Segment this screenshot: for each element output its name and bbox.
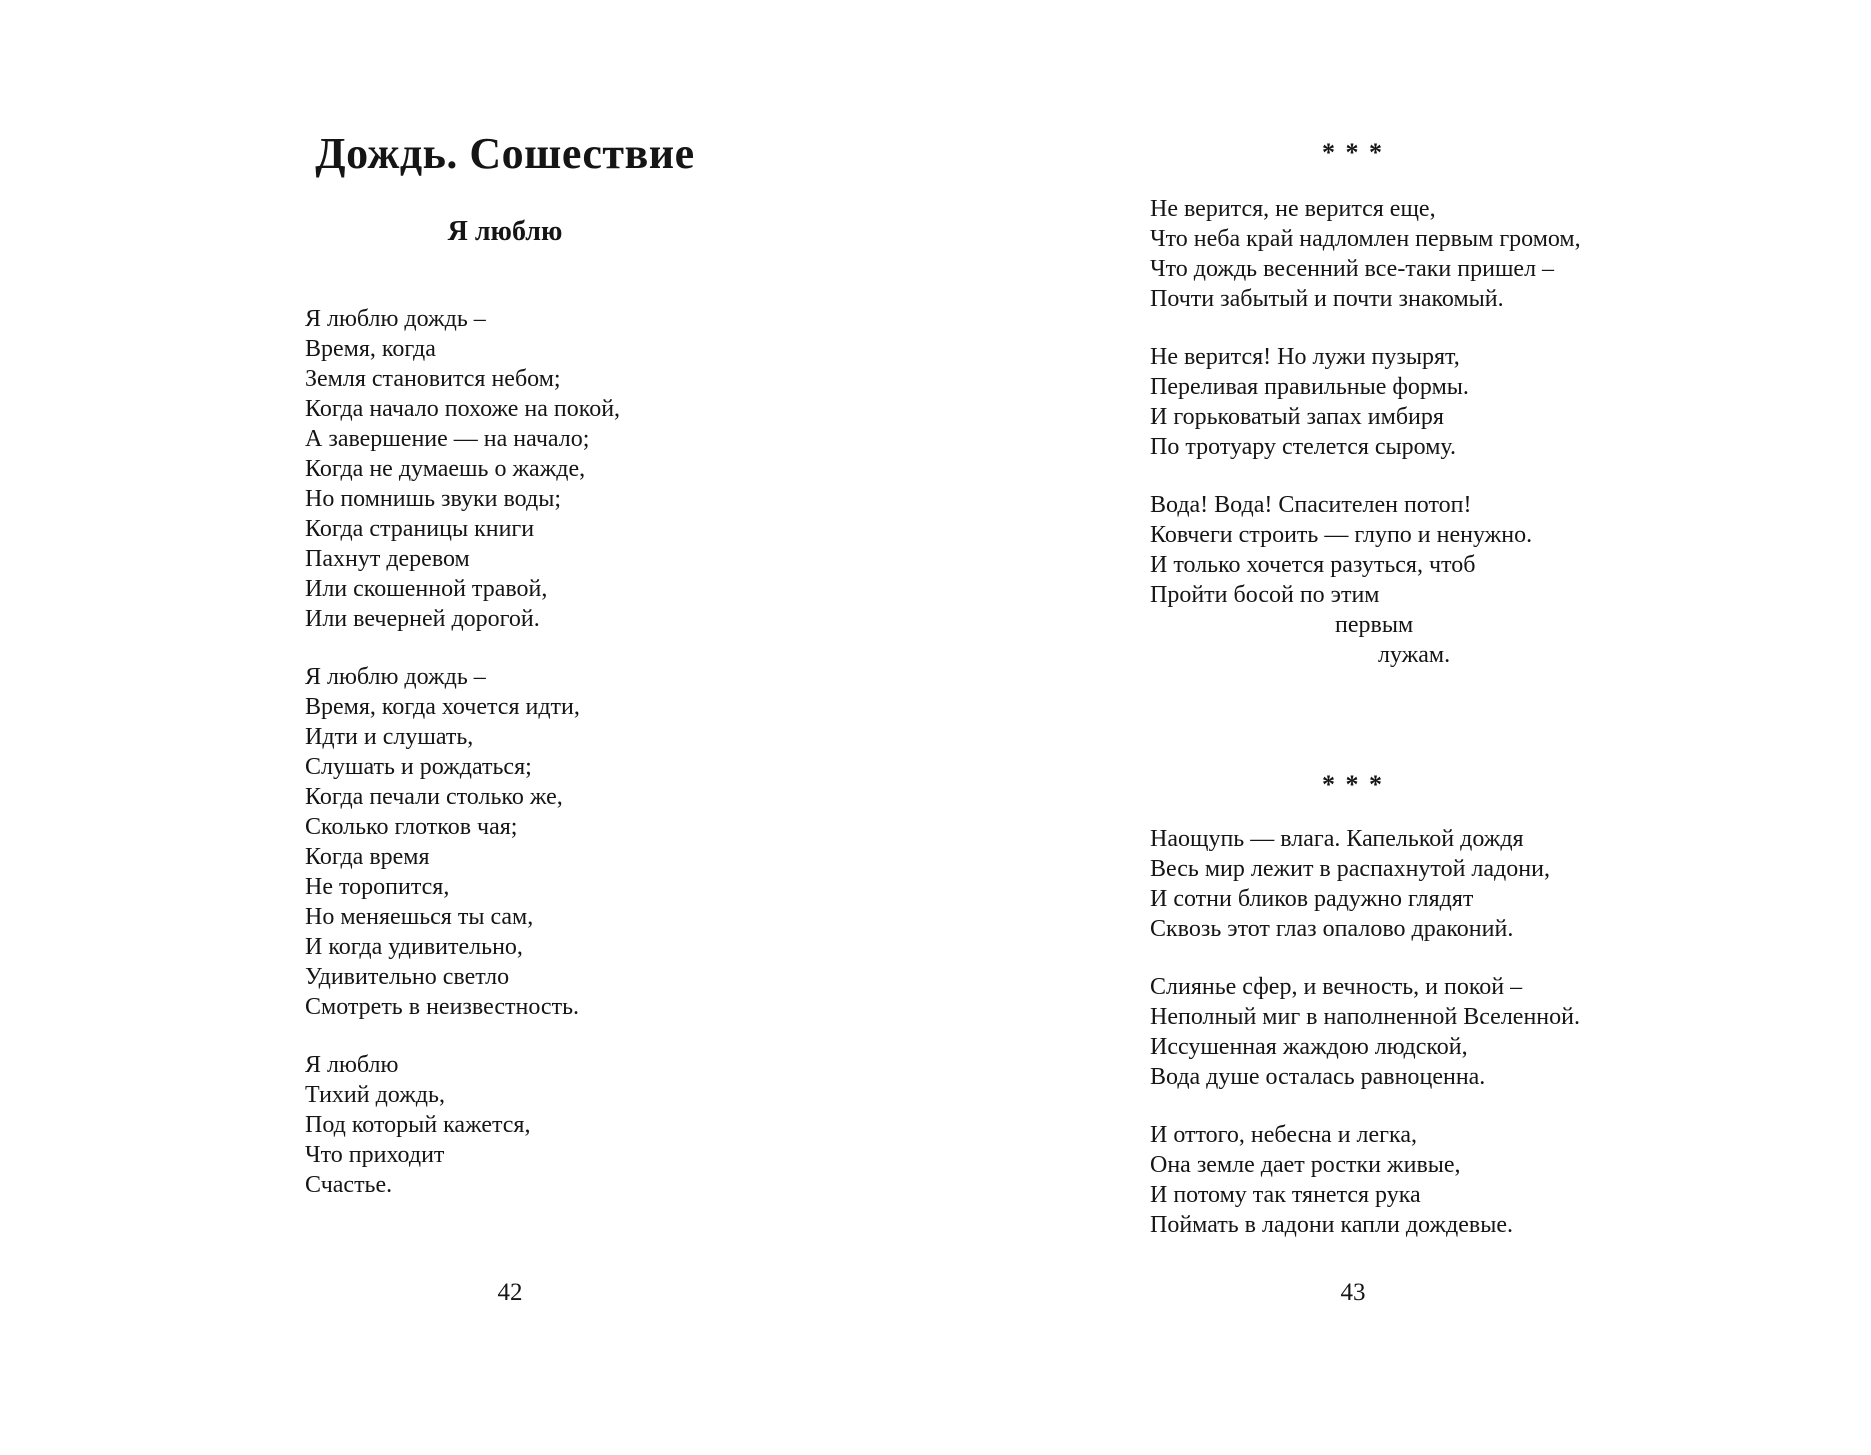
poem-line: По тротуару стелется сырому.: [1150, 434, 1456, 460]
poem-line: Что неба край надломлен первым громом,: [1150, 226, 1581, 252]
poem-line: Удивительно светло: [305, 964, 510, 990]
section-title: Дождь. Сошествие: [315, 129, 695, 178]
poem-line: Не торопится,: [305, 874, 450, 900]
poem-line: Поймать в ладони капли дождевые.: [1150, 1212, 1513, 1238]
poem-ya-lyublyu: [305, 304, 620, 1200]
poem-line: Почти забытый и почти знакомый.: [1150, 286, 1504, 312]
poem-line: Сквозь этот глаз опалово драконий.: [1150, 916, 1514, 942]
poem-line: Что приходит: [305, 1142, 445, 1168]
poem-line: Слушать и рождаться;: [305, 754, 532, 780]
poem-line: Ковчеги строить — глупо и ненужно.: [1150, 522, 1533, 548]
poem-line: И когда удивительно,: [305, 934, 523, 960]
poem-line: Когда начало похоже на покой,: [305, 396, 621, 422]
poem-line: Весь мир лежит в распахнутой ладони,: [1150, 856, 1550, 882]
stanza: [305, 1050, 620, 1200]
poem-line: И сотни бликов радужно глядят: [1150, 886, 1474, 912]
poem-separator-stars: * * *: [1322, 770, 1384, 799]
poem-line: Вода! Вода! Спасителен потоп!: [1150, 492, 1472, 518]
poem-line: Я люблю дождь –: [305, 664, 486, 690]
stanza: [1150, 1120, 1580, 1240]
poem-title: Я люблю: [447, 216, 563, 247]
poem-line: Когда время: [305, 844, 430, 870]
poem-line: Что дождь весенний все-таки пришел –: [1150, 256, 1555, 282]
stanza: [1150, 824, 1580, 944]
poem-naoshchup-vlaga: [1150, 824, 1580, 1240]
poem-line: Когда печали столько же,: [305, 784, 563, 810]
poem-line: лужам.: [1378, 642, 1451, 668]
poem-line: Наощупь — влага. Капелькой дождя: [1150, 826, 1524, 852]
poem-line: А завершение — на начало;: [305, 426, 590, 452]
stanza: [305, 662, 620, 1022]
poem-line: Время, когда: [305, 336, 436, 362]
poem-ne-veritsya: [1150, 194, 1581, 670]
page-number-left: 42: [497, 1279, 523, 1306]
stanza: [1150, 194, 1581, 314]
poem-line: И горьковатый запах имбиря: [1150, 404, 1444, 430]
poem-line: Она земле дает ростки живые,: [1150, 1152, 1461, 1178]
poem-line: Я люблю дождь –: [305, 306, 486, 332]
poem-line: Иссушенная жаждою людской,: [1150, 1034, 1468, 1060]
stanza: [1150, 342, 1581, 462]
poem-line: Не верится! Но лужи пузырят,: [1150, 344, 1460, 370]
poem-line: Слиянье сфер, и вечность, и покой –: [1150, 974, 1523, 1000]
poem-line: Вода душе осталась равноценна.: [1150, 1064, 1486, 1090]
poem-line: Переливая правильные формы.: [1150, 374, 1469, 400]
poem-line: Счастье.: [305, 1172, 393, 1198]
poem-line: Но помнишь звуки воды;: [305, 486, 561, 512]
poem-line: И оттого, небесна и легка,: [1150, 1122, 1417, 1148]
stanza: [1150, 972, 1580, 1092]
poem-line: Я люблю: [305, 1052, 399, 1078]
poem-line: Тихий дождь,: [305, 1082, 445, 1108]
poem-line: Пройти босой по этим: [1150, 582, 1380, 608]
stanza: [1150, 490, 1581, 670]
poem-line: Земля становится небом;: [305, 366, 561, 392]
poem-line: первым: [1335, 612, 1414, 638]
poem-line: Идти и слушать,: [305, 724, 474, 750]
poem-line: Но меняешься ты сам,: [305, 904, 534, 930]
poem-line: Пахнут деревом: [305, 546, 470, 572]
poem-line: И потому так тянется рука: [1150, 1182, 1421, 1208]
poem-line: Смотреть в неизвестность.: [305, 994, 580, 1020]
poem-line: И только хочется разуться, чтоб: [1150, 552, 1476, 578]
poem-line: Когда не думаешь о жажде,: [305, 456, 586, 482]
page-number-right: 43: [1340, 1279, 1366, 1306]
poem-line: Сколько глотков чая;: [305, 814, 518, 840]
poem-line: Неполный миг в наполненной Вселенной.: [1150, 1004, 1580, 1030]
poem-line: Или вечерней дорогой.: [305, 606, 540, 632]
poem-separator-stars: * * *: [1322, 138, 1384, 167]
poem-line: Когда страницы книги: [305, 516, 535, 542]
poem-line: Время, когда хочется идти,: [305, 694, 580, 720]
poem-line: Не верится, не верится еще,: [1150, 196, 1436, 222]
poem-line: Под который кажется,: [305, 1112, 531, 1138]
stanza: [305, 304, 620, 634]
poem-line: Или скошенной травой,: [305, 576, 548, 602]
